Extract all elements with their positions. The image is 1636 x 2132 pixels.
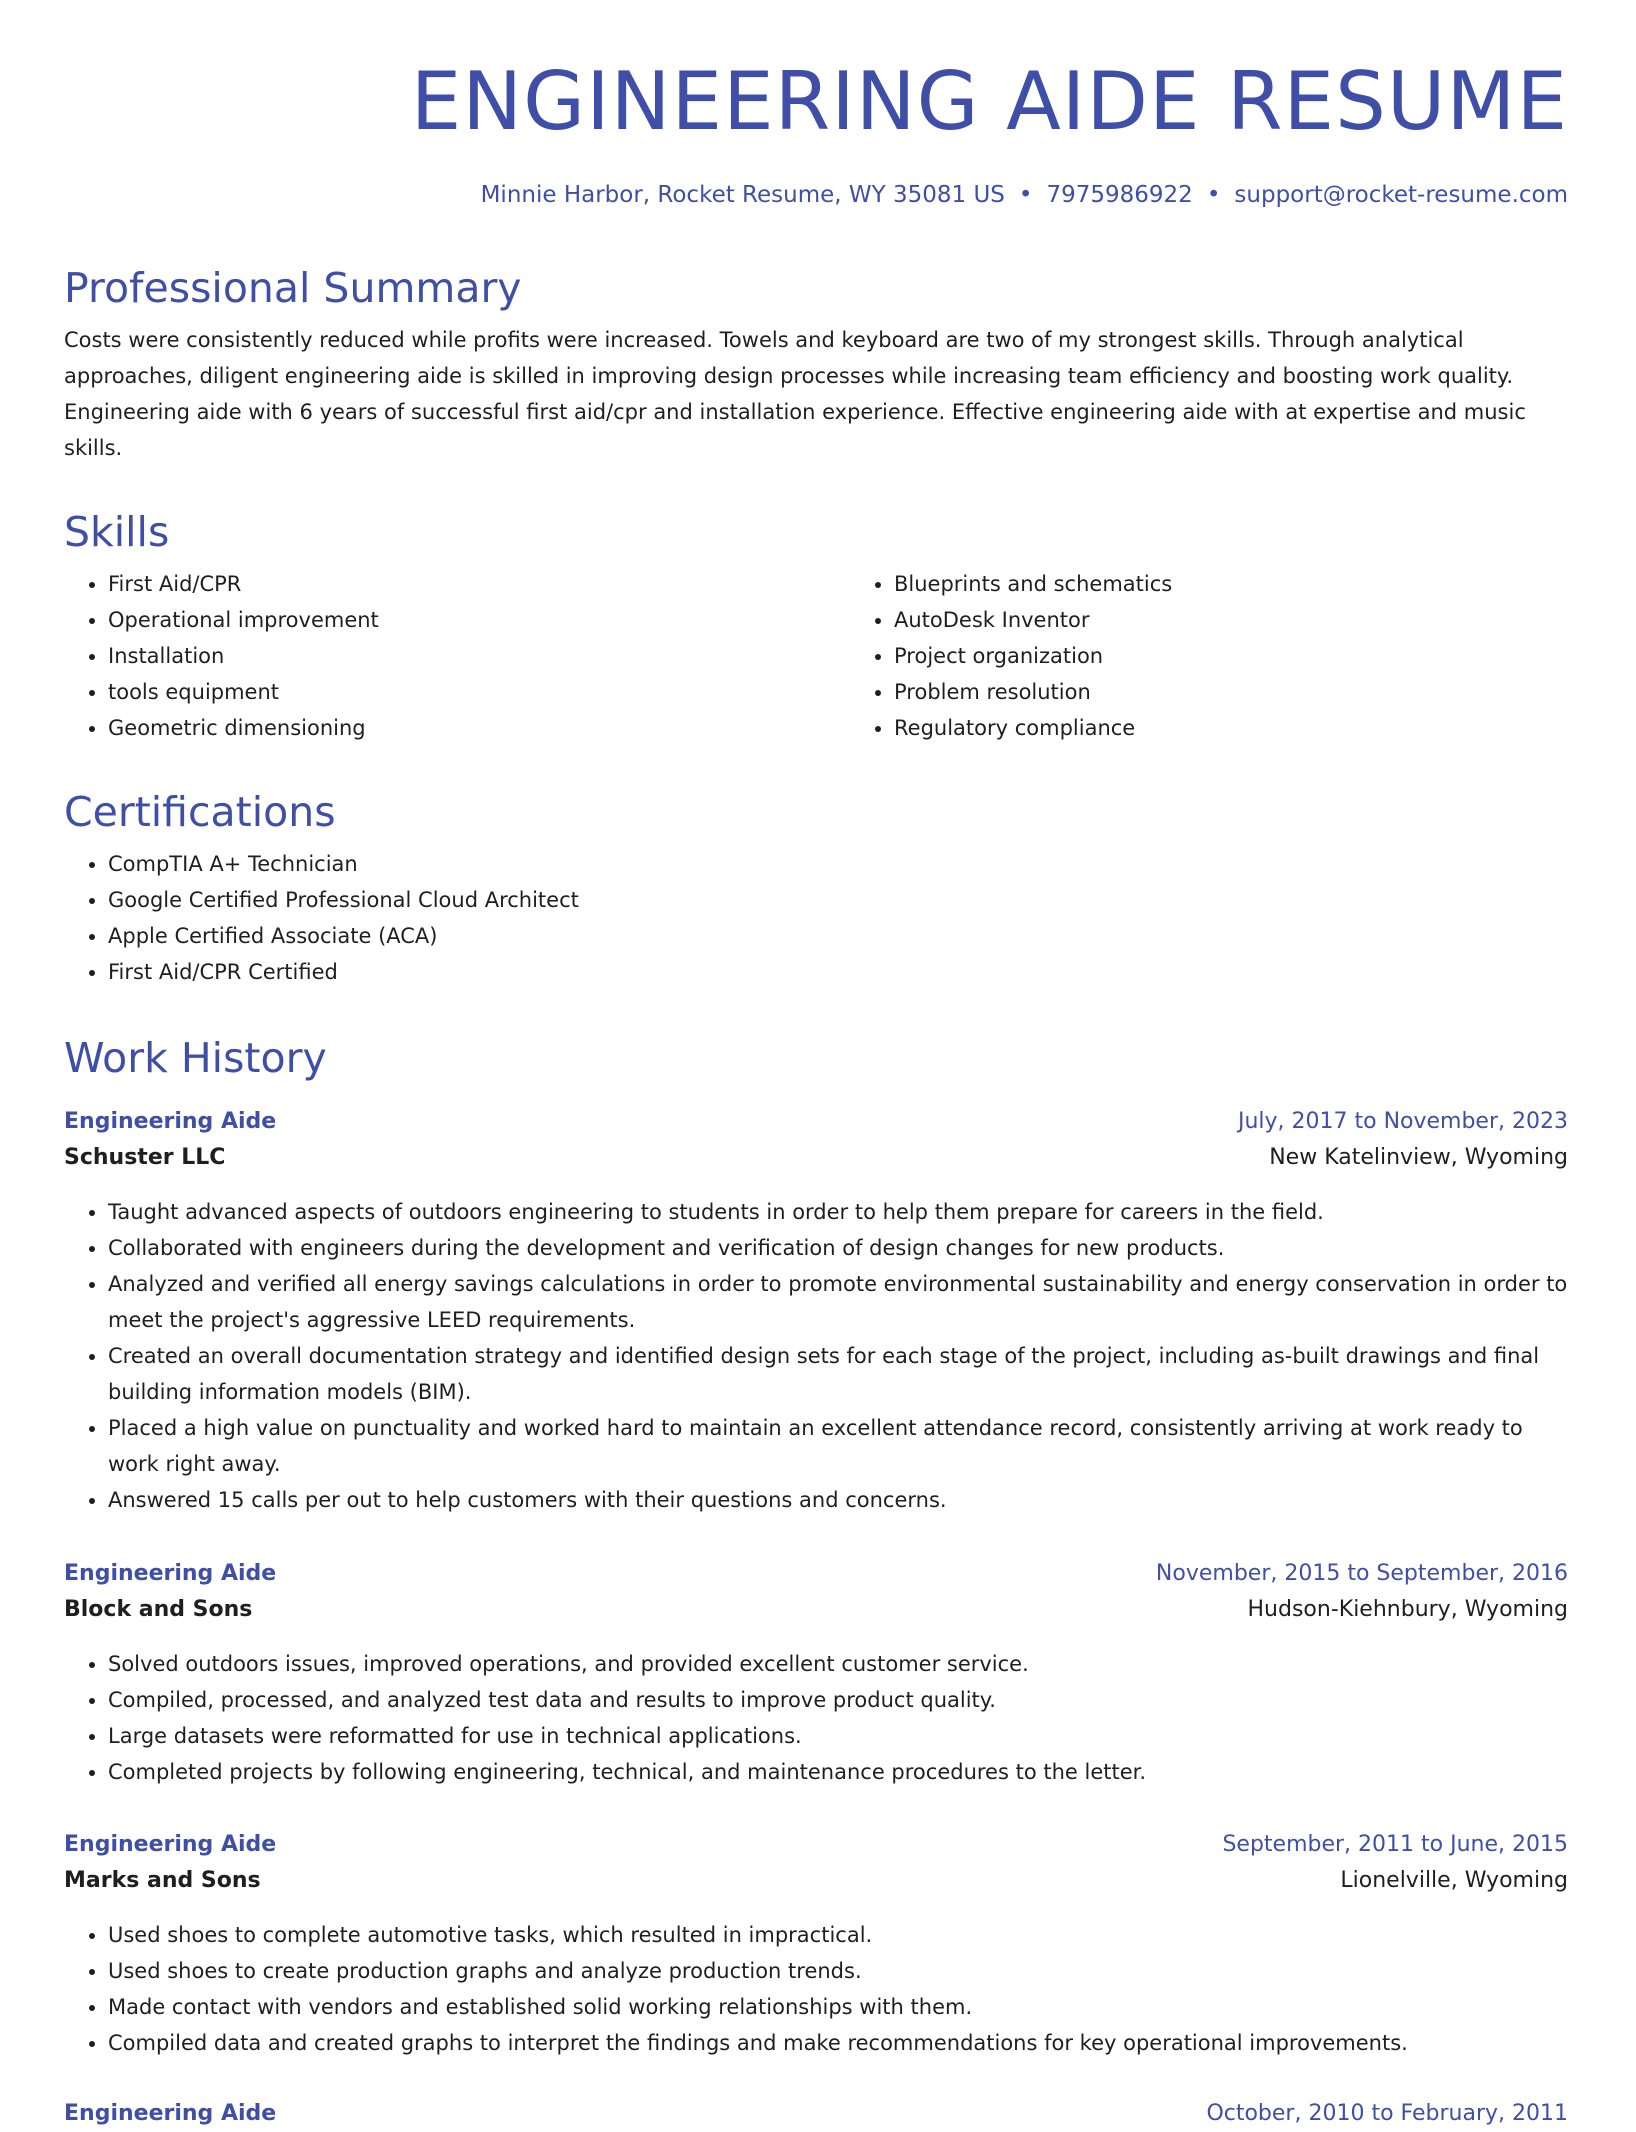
job-bullet: • Compiled data and created graphs to interpret the findings and make recommendations for key operational improvements. bbox=[108, 2025, 1568, 2061]
job-bullet: • Made contact with vendors and established solid working relationships with them. bbox=[108, 1989, 1568, 2025]
contact-line bbox=[481, 180, 1568, 210]
work-history-heading-block bbox=[64, 1032, 1568, 1084]
job-title: Engineering Aide bbox=[64, 2101, 277, 2126]
job-dates: September, 2011 to June, 2015 bbox=[1222, 1832, 1568, 1857]
summary-text: Costs were consistently reduced while profits were increased. Towels and keyboard are two of my strongest skills. Through analytical approaches, diligent engineering aide is skilled in improving design processes while increasing team efficiency and boosting work quality. Engineering aide with 6 years of successful first aid/cpr and installation experience. Effective engineering aide with at expertise and music skills. bbox=[64, 328, 1526, 460]
certifications-heading: Certifications bbox=[64, 788, 336, 836]
certifications-list bbox=[64, 846, 1568, 990]
job-subheader bbox=[64, 1592, 1568, 1628]
job-bullets bbox=[64, 1194, 1568, 1518]
job-entry bbox=[64, 1827, 1568, 2061]
job-bullets bbox=[64, 1646, 1568, 1790]
skills-section bbox=[64, 506, 1568, 746]
job-header bbox=[64, 2096, 1568, 2132]
job-location: Hudson-Kiehnbury, Wyoming bbox=[1247, 1597, 1568, 1622]
skill-item: • Regulatory compliance bbox=[894, 710, 1636, 746]
job-dates: July, 2017 to November, 2023 bbox=[1237, 1109, 1568, 1134]
resume-title: ENGINEERING AIDE RESUME bbox=[410, 55, 1568, 148]
skill-item: • Problem resolution bbox=[894, 674, 1636, 710]
job-company: Block and Sons bbox=[64, 1597, 253, 1622]
skill-item: • Installation bbox=[108, 638, 850, 674]
job-header bbox=[64, 1827, 1568, 1863]
job-subheader bbox=[64, 1863, 1568, 1899]
contact-address: Minnie Harbor, Rocket Resume, WY 35081 US bbox=[480, 182, 1005, 208]
skills-heading: Skills bbox=[64, 508, 170, 556]
contact-separator: • bbox=[1206, 182, 1221, 208]
job-bullet: • Used shoes to complete automotive tasks, which resulted in impractical. bbox=[108, 1917, 1568, 1953]
job-subheader bbox=[64, 1140, 1568, 1176]
job-company: Schuster LLC bbox=[64, 1145, 226, 1170]
skill-item: • Operational improvement bbox=[108, 602, 850, 638]
job-bullet: • Answered 15 calls per out to help customers with their questions and concerns. bbox=[108, 1482, 1568, 1518]
skill-item: • Geometric dimensioning bbox=[108, 710, 850, 746]
job-bullet: • Used shoes to create production graphs and analyze production trends. bbox=[108, 1953, 1568, 1989]
job-dates: October, 2010 to February, 2011 bbox=[1206, 2101, 1568, 2126]
job-location: Lionelville, Wyoming bbox=[1340, 1868, 1568, 1893]
certification-item: • CompTIA A+ Technician bbox=[108, 846, 1568, 882]
certifications-section bbox=[64, 786, 1568, 990]
job-bullet: • Analyzed and verified all energy savings calculations in order to promote environmental sustainability and energy conservation in order to meet the project's aggressive LEED requirements. bbox=[108, 1266, 1568, 1338]
job-title: Engineering Aide bbox=[64, 1832, 277, 1857]
skill-item: • Project organization bbox=[894, 638, 1636, 674]
job-entry bbox=[64, 1104, 1568, 1518]
skill-item: • AutoDesk Inventor bbox=[894, 602, 1636, 638]
work-history-heading: Work History bbox=[64, 1034, 327, 1082]
skills-grid bbox=[64, 566, 1568, 746]
job-bullet: • Taught advanced aspects of outdoors engineering to students in order to help them prepare for careers in the field. bbox=[108, 1194, 1568, 1230]
job-dates: November, 2015 to September, 2016 bbox=[1155, 1561, 1568, 1586]
job-location: New Katelinview, Wyoming bbox=[1269, 1145, 1568, 1170]
job-company: Marks and Sons bbox=[64, 1868, 261, 1893]
job-bullet: • Large datasets were reformatted for use in technical applications. bbox=[108, 1718, 1568, 1754]
skill-item: • tools equipment bbox=[108, 674, 850, 710]
certification-item: • Google Certified Professional Cloud Architect bbox=[108, 882, 1568, 918]
contact-email[interactable]: support@rocket-resume.com bbox=[1234, 182, 1568, 208]
job-bullet: • Placed a high value on punctuality and worked hard to maintain an excellent attendance record, consistently arriving at work ready to work right away. bbox=[108, 1410, 1568, 1482]
contact-phone[interactable]: 7975986922 bbox=[1046, 182, 1193, 208]
job-bullet: • Solved outdoors issues, improved operations, and provided excellent customer service. bbox=[108, 1646, 1568, 1682]
job-header bbox=[64, 1556, 1568, 1592]
skill-item: • Blueprints and schematics bbox=[894, 566, 1636, 602]
certification-item: • First Aid/CPR Certified bbox=[108, 954, 1568, 990]
contact-separator: • bbox=[1018, 182, 1033, 208]
job-bullets bbox=[64, 1917, 1568, 2061]
job-entry bbox=[64, 2096, 1568, 2126]
summary-section bbox=[64, 262, 1568, 466]
skills-list-right bbox=[850, 566, 1636, 746]
job-bullet: • Collaborated with engineers during the development and verification of design changes for new products. bbox=[108, 1230, 1568, 1266]
job-title: Engineering Aide bbox=[64, 1109, 277, 1134]
skill-item: • First Aid/CPR bbox=[108, 566, 850, 602]
summary-heading: Professional Summary bbox=[64, 264, 522, 312]
job-title: Engineering Aide bbox=[64, 1561, 277, 1586]
job-entry bbox=[64, 1556, 1568, 1790]
job-bullet: • Compiled, processed, and analyzed test data and results to improve product quality. bbox=[108, 1682, 1568, 1718]
certification-item: • Apple Certified Associate (ACA) bbox=[108, 918, 1568, 954]
job-bullet: • Created an overall documentation strategy and identified design sets for each stage of the project, including as-built drawings and final building information models (BIM). bbox=[108, 1338, 1568, 1410]
job-header bbox=[64, 1104, 1568, 1140]
skills-list-left bbox=[64, 566, 850, 746]
job-bullet: • Completed projects by following engineering, technical, and maintenance procedures to the letter. bbox=[108, 1754, 1568, 1790]
